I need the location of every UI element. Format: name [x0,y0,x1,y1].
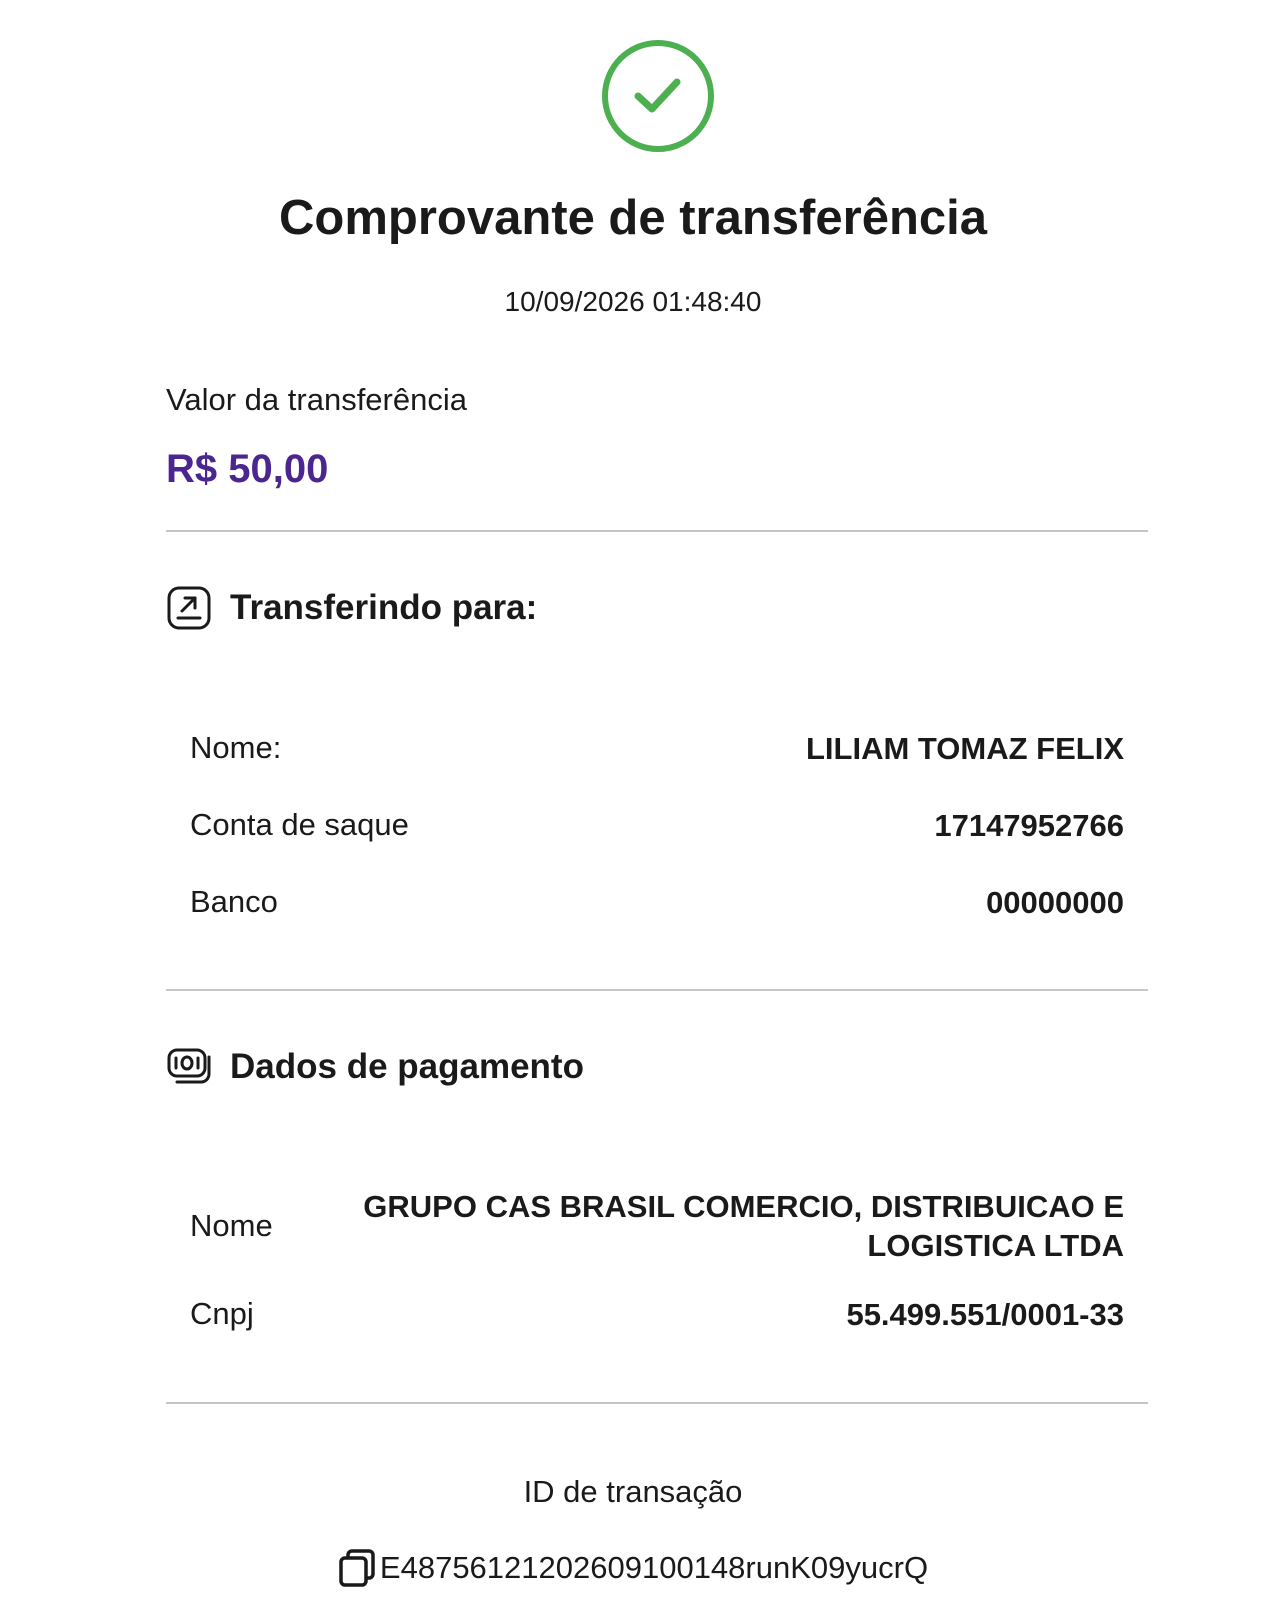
row-label: Nome [190,1208,273,1243]
recipient-bank-row [190,880,1124,924]
payment-section-title: Dados de pagamento [230,1047,584,1086]
transaction-id-value: E48756121202609100148runK09yucrQ [379,1550,929,1585]
recipient-account-row [190,803,1124,847]
row-label: Banco [190,884,278,919]
recipient-section-header [166,583,537,633]
recipient-name-row [190,726,1124,770]
amount-value: R$ 50,00 [166,447,329,491]
recipient-section-title: Transferindo para: [230,588,538,627]
divider [166,989,1148,991]
row-value-line: GRUPO CAS BRASIL COMERCIO, DISTRIBUICAO E [363,1189,1124,1224]
row-value: LILIAM TOMAZ FELIX [805,730,1124,766]
row-value: 00000000 [986,884,1124,920]
row-label: Nome: [190,730,282,765]
amount-label: Valor da transferência [166,382,467,417]
cash-stack-icon [166,1044,212,1090]
payment-section-header [166,1042,584,1092]
check-circle-icon [601,39,715,153]
row-value: 17147952766 [934,807,1124,843]
divider [166,1402,1148,1404]
transfer-out-icon [166,585,212,631]
row-value-line: LOGISTICA LTDA [867,1228,1124,1263]
row-label: Conta de saque [190,807,409,842]
transaction-id-copy[interactable] [0,1548,1266,1588]
divider [166,530,1148,532]
timestamp: 10/09/2026 01:48:40 [504,286,762,317]
row-label: Cnpj [190,1296,254,1331]
payer-cnpj-row [190,1292,1124,1336]
copy-icon[interactable] [338,1548,376,1588]
page-title: Comprovante de transferência [279,191,987,245]
row-value: 55.499.551/0001-33 [846,1296,1124,1332]
transaction-id-label: ID de transação [523,1474,743,1509]
payer-name-row [190,1184,1124,1268]
row-value [363,1187,1124,1265]
